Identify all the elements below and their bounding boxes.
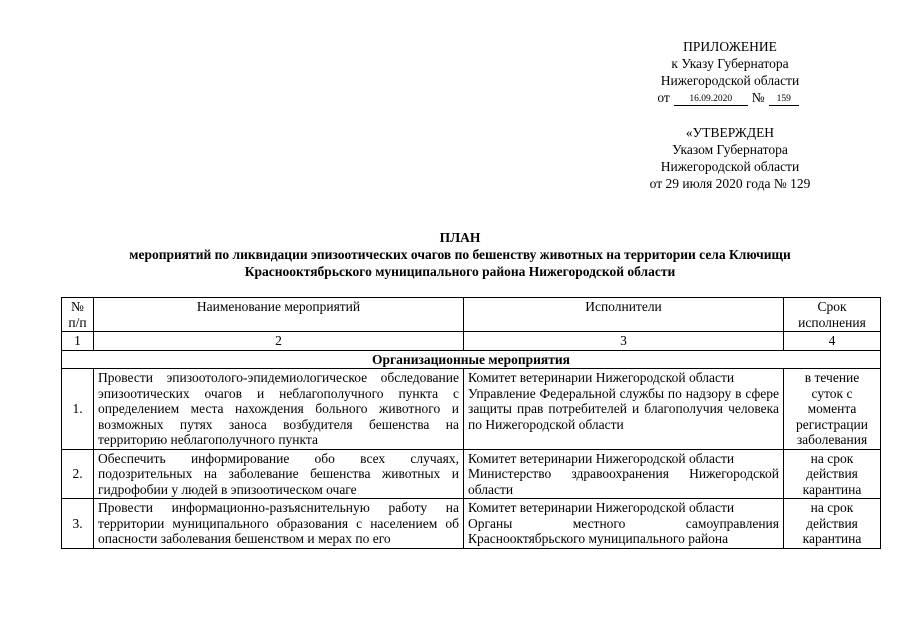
approved-block bbox=[610, 124, 850, 192]
plan-subtitle-1: мероприятий по ликвидации эпизоотических очагов по бешенству животных на территории села Ключищи bbox=[129, 247, 791, 262]
col-number-2: 2 bbox=[94, 332, 464, 351]
column-number-row bbox=[62, 332, 881, 351]
header-num bbox=[62, 298, 94, 332]
approved-line-2: Нижегородской области bbox=[660, 159, 800, 174]
appendix-number-field: 159 bbox=[769, 94, 799, 106]
table-row bbox=[62, 369, 881, 450]
appendix-header bbox=[610, 38, 850, 106]
header-num-line-2: п/п bbox=[68, 314, 87, 330]
section-title: Организационные мероприятия bbox=[62, 350, 881, 369]
executor-line: Комитет ветеринарии Нижегородской области bbox=[468, 450, 735, 466]
row-term bbox=[784, 499, 881, 549]
appendix-line-2: Нижегородской области bbox=[660, 73, 800, 88]
term-line: карантина bbox=[802, 531, 862, 546]
term-line: в течение bbox=[804, 370, 860, 385]
header-name: Наименование мероприятий bbox=[94, 298, 464, 332]
number-label: № bbox=[751, 90, 765, 105]
header-executors: Исполнители bbox=[464, 298, 784, 332]
executor-line: Комитет ветеринарии Нижегородской области bbox=[468, 370, 735, 385]
plan-subtitle-2: Краснооктябрьского муниципального района Нижегородской области bbox=[244, 264, 676, 279]
executor-line: Органы местного самоуправления Краснооктябрьского муниципального района bbox=[468, 515, 779, 546]
approved-title: «УТВЕРЖДЕН bbox=[685, 125, 775, 140]
from-label: от bbox=[657, 90, 670, 105]
appendix-date-number-row bbox=[610, 89, 850, 106]
row-term bbox=[784, 449, 881, 499]
row-number: 1. bbox=[62, 369, 94, 450]
plan-table bbox=[61, 297, 881, 549]
approved-line-3: от 29 июля 2020 года № 129 bbox=[649, 176, 811, 191]
row-activity: Провести эпизоотолого-эпидемиологическое обследование эпизоотических очагов и неблагополучного пункта с определением места нахождения больного животного и возможных путях заноса возбудителя бешенства на территорию неблагополучного пункта bbox=[94, 369, 464, 450]
term-line: заболевания bbox=[796, 432, 868, 447]
appendix-title: ПРИЛОЖЕНИЕ bbox=[683, 39, 777, 54]
term-line: регистрации bbox=[796, 416, 868, 432]
approved-line-1: Указом Губернатора bbox=[672, 142, 788, 157]
header-term-line-1: Срок bbox=[817, 299, 847, 314]
row-executors bbox=[464, 369, 784, 450]
row-executors bbox=[464, 449, 784, 499]
appendix-line-1: к Указу Губернатора bbox=[671, 56, 789, 71]
table-row bbox=[62, 499, 881, 549]
plan-title: ПЛАН bbox=[439, 230, 481, 245]
header-term bbox=[784, 298, 881, 332]
col-number-4: 4 bbox=[784, 332, 881, 351]
header-term-line-2: исполнения bbox=[798, 314, 866, 330]
row-number: 2. bbox=[62, 449, 94, 499]
term-line: на срок bbox=[810, 450, 854, 466]
executor-line: Управление Федеральной службы по надзору в сфере защиты прав потребителей и благополучия человека по Нижегородской области bbox=[468, 385, 779, 432]
row-number: 3. bbox=[62, 499, 94, 549]
term-line: суток с bbox=[811, 385, 853, 401]
col-number-1: 1 bbox=[62, 332, 94, 351]
row-activity: Провести информационно-разъяснительную работу на территории муниципального образования с населением об опасности заболевания бешенством и мерах по его bbox=[94, 499, 464, 549]
header-num-line-1: № bbox=[71, 299, 84, 314]
term-line: момента bbox=[807, 401, 857, 416]
term-line: действия bbox=[806, 466, 858, 481]
table-row bbox=[62, 449, 881, 499]
term-line: действия bbox=[806, 515, 858, 531]
row-term bbox=[784, 369, 881, 450]
col-number-3: 3 bbox=[464, 332, 784, 351]
table-header-row bbox=[62, 298, 881, 332]
row-executors bbox=[464, 499, 784, 549]
section-row bbox=[62, 350, 881, 369]
appendix-date-field: 16.09.2020 bbox=[674, 94, 748, 106]
term-line: карантина bbox=[802, 481, 862, 497]
executor-line: Комитет ветеринарии Нижегородской области bbox=[468, 500, 735, 515]
term-line: на срок bbox=[810, 500, 854, 515]
executor-line: Министерство здравоохранения Нижегородской области bbox=[468, 466, 779, 497]
plan-heading bbox=[80, 229, 840, 280]
row-activity: Обеспечить информирование обо всех случаях, подозрительных на заболевание бешенства животных и гидрофобии у людей в эпизоотическом очаге bbox=[94, 449, 464, 499]
